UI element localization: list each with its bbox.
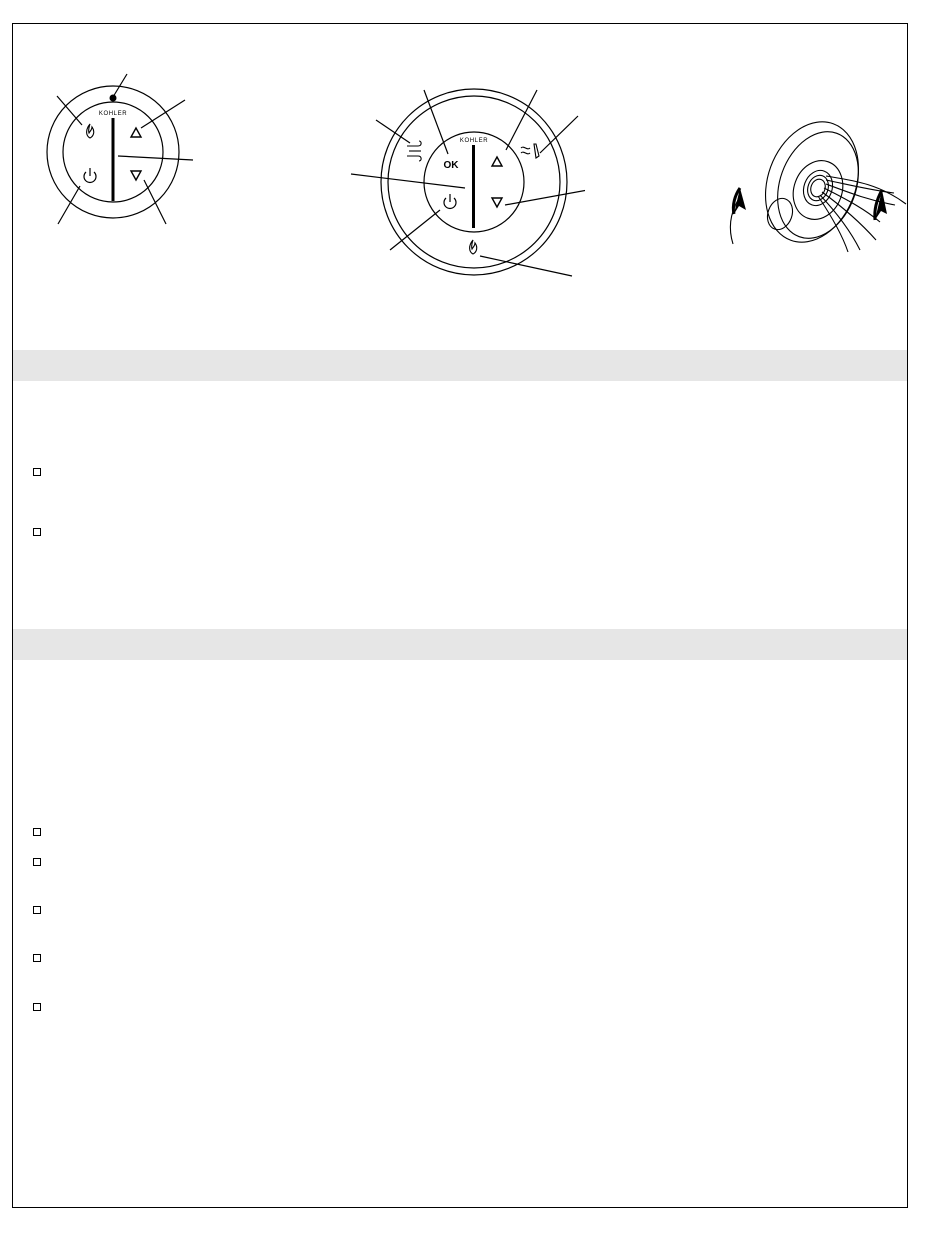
section-header-band-2 (13, 629, 907, 660)
checkbox[interactable] (33, 906, 41, 914)
small-panel-brand: KOHLER (98, 111, 128, 117)
air-dry-icon (407, 141, 421, 161)
flame-icon (87, 124, 94, 138)
checkbox[interactable] (33, 528, 41, 536)
power-icon (84, 168, 96, 182)
wash-spray-icon (521, 144, 539, 158)
power-icon (444, 194, 456, 208)
ok-button: OK (443, 160, 459, 171)
wand-rotation-illustration (715, 110, 910, 260)
checkbox[interactable] (33, 468, 41, 476)
up-triangle-icon (131, 128, 141, 137)
large-panel-brand: KOHLER (459, 138, 489, 144)
flame-icon (470, 240, 477, 254)
checkbox[interactable] (33, 858, 41, 866)
large-remote-illustration (345, 78, 585, 283)
down-triangle-icon (492, 198, 502, 207)
section-header-band-1 (13, 350, 907, 381)
small-remote-illustration (35, 70, 205, 235)
checkbox[interactable] (33, 954, 41, 962)
up-triangle-icon (492, 157, 502, 166)
rotate-arrow-icon (734, 188, 746, 214)
checkbox[interactable] (33, 1003, 41, 1011)
checkbox[interactable] (33, 828, 41, 836)
down-triangle-icon (131, 171, 141, 180)
indicator-light-icon (110, 95, 117, 102)
